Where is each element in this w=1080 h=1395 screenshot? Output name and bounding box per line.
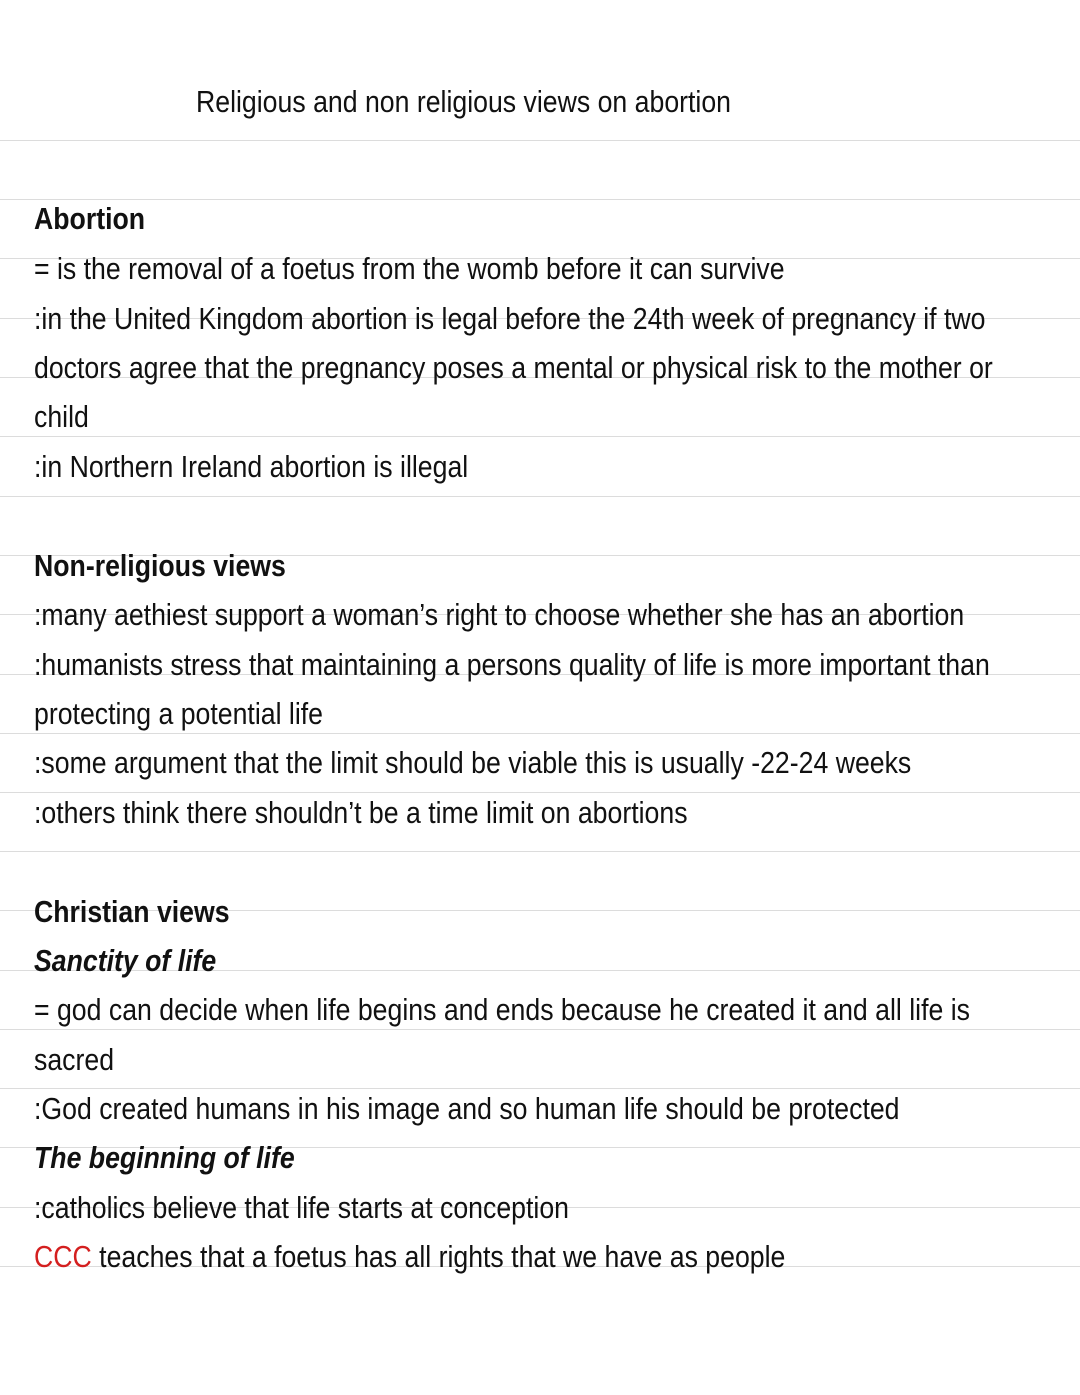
ccc-highlight: CCC: [34, 1239, 92, 1274]
non-religious-line: protecting a potential life: [34, 696, 324, 731]
beginning-line: :catholics believe that life starts at conception: [34, 1190, 569, 1225]
subheading-beginning-of-life: The beginning of life: [34, 1140, 295, 1175]
section-heading-abortion: Abortion: [34, 201, 146, 236]
page-title: Religious and non religious views on abortion: [196, 84, 732, 119]
subheading-sanctity-of-life: Sanctity of life: [34, 943, 217, 978]
rule-line: [0, 436, 1080, 437]
rule-line: [0, 851, 1080, 852]
non-religious-line: :others think there shouldn’t be a time limit on abortions: [34, 795, 688, 830]
abortion-line: :in Northern Ireland abortion is illegal: [34, 449, 469, 484]
rule-line: [0, 199, 1080, 200]
sanctity-line: sacred: [34, 1042, 115, 1077]
abortion-line: :in the United Kingdom abortion is legal before the 24th week of pregnancy if two: [34, 301, 986, 336]
ccc-line-text: teaches that a foetus has all rights that we have as people: [91, 1239, 786, 1274]
sanctity-line: :God created humans in his image and so human life should be protected: [34, 1091, 900, 1126]
abortion-line: child: [34, 399, 89, 434]
section-heading-non-religious: Non-religious views: [34, 548, 286, 583]
non-religious-line: :some argument that the limit should be viable this is usually -22-24 weeks: [34, 745, 912, 780]
non-religious-line: :many aethiest support a woman’s right to choose whether she has an abortion: [34, 597, 965, 632]
abortion-line: doctors agree that the pregnancy poses a mental or physical risk to the mother or: [34, 350, 993, 385]
section-heading-christian: Christian views: [34, 894, 230, 929]
non-religious-line: :humanists stress that maintaining a persons quality of life is more important than: [34, 647, 990, 682]
abortion-line: = is the removal of a foetus from the womb before it can survive: [34, 251, 785, 286]
rule-line: [0, 140, 1080, 141]
ccc-line: [34, 1232, 785, 1281]
sanctity-line: = god can decide when life begins and ends because he created it and all life is: [34, 992, 970, 1027]
rule-line: [0, 496, 1080, 497]
